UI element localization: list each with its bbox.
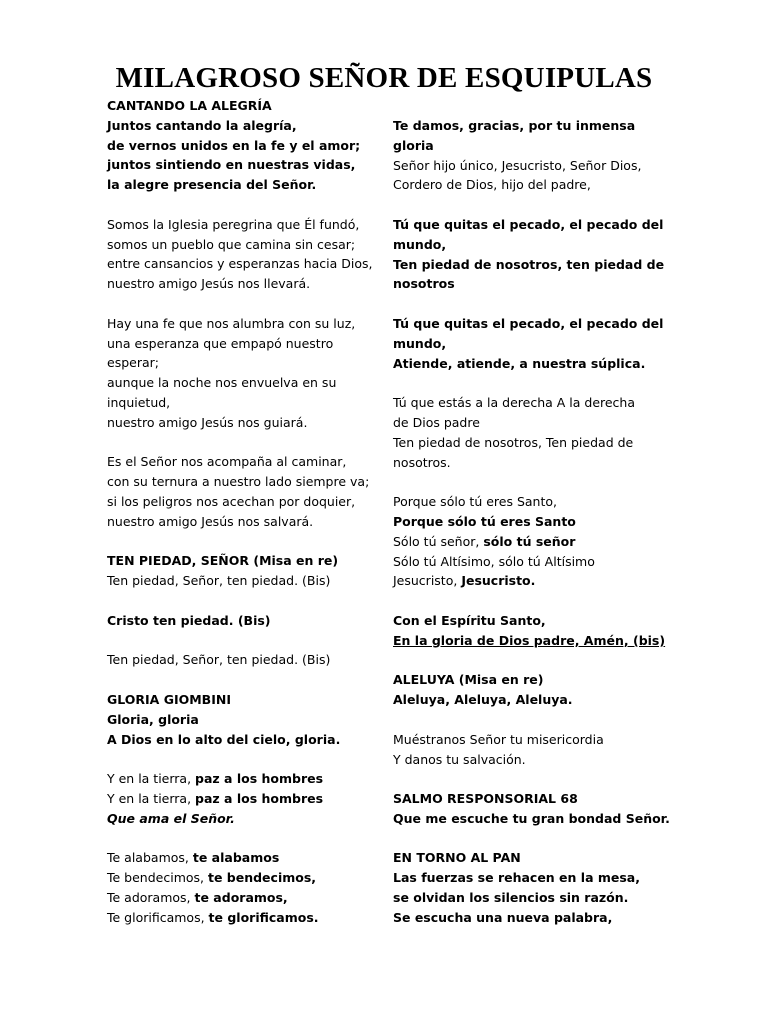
verse-line: Porque sólo tú eres Santo, [393,494,558,510]
verse-line: Señor hijo único, Jesucristo, Señor Dios, [393,157,642,173]
verse-call: Jesucristo, [393,573,462,589]
verse-line: Que me escuche tu gran bondad Señor. [393,810,670,826]
verse-line: Es el Señor nos acompaña al caminar, [107,454,347,470]
section-heading-ten-piedad: TEN PIEDAD, SEÑOR (Misa en re) [107,553,339,569]
verse-line [107,868,382,888]
verse-line: inquietud, [107,394,171,410]
verse-call: Te adoramos, [107,889,195,905]
verse-call: Te alabamos, [107,850,193,866]
verse-line: nuestro amigo Jesús nos llevará. [107,276,311,292]
verse-line [107,848,382,868]
verse-response: te glorificamos. [208,909,319,925]
verse-line: Ten piedad, Señor, ten piedad. (Bis) [107,573,331,589]
verse-line: nuestro amigo Jesús nos salvará. [107,513,314,529]
verse-call: Te glorificamos, [107,909,209,925]
section-heading-en-torno: EN TORNO AL PAN [393,850,521,866]
verse-line: juntos sintiendo en nuestras vidas, [107,157,356,173]
verse-line: Las fuerzas se rehacen en la mesa, [393,870,640,886]
verse-line: Tú que quitas el pecado, el pecado del [393,315,664,331]
verse-line: con su ternura a nuestro lado siempre va; [107,474,370,490]
verse-line: aunque la noche nos envuelva en su [107,375,337,391]
verse-line: Se escucha una nueva palabra, [393,909,613,925]
verse-line: Muéstranos Señor tu misericordia [393,731,604,747]
verse-line [393,532,668,552]
verse-line: esperar; [107,355,159,371]
verse-response: paz a los hombres [195,771,324,787]
verse-line: nosotros. [393,454,451,470]
verse-line: la alegre presencia del Señor. [107,177,317,193]
right-column [393,116,668,928]
page-title: MILAGROSO SEÑOR DE ESQUIPULAS [115,62,653,94]
verse-line: Ten piedad de nosotros, Ten piedad de [393,434,634,450]
verse-line: Que ama el Señor. [107,810,235,826]
verse-response: te bendecimos, [207,870,317,886]
verse-line: Cordero de Dios, hijo del padre, [393,177,591,193]
verse-response: te adoramos, [194,889,288,905]
verse-line: mundo, [393,335,447,351]
verse-line: de Dios padre [393,414,480,430]
section-heading-salmo: SALMO RESPONSORIAL 68 [393,791,578,807]
verse-response: te alabamos [192,850,280,866]
verse-call: Y en la tierra, [107,790,196,806]
verse-line: si los peligros nos acechan por doquier, [107,493,356,509]
verse-line: nuestro amigo Jesús nos guiará. [107,414,308,430]
verse-line: entre cansancios y esperanzas hacia Dios, [107,256,373,272]
section-heading-aleluya: ALELUYA (Misa en re) [393,672,544,688]
verse-line [107,789,382,809]
section-heading-cantando: CANTANDO LA ALEGRÍA [107,98,272,113]
verse-line: se olvidan los silencios sin razón. [393,890,629,906]
verse-line [107,888,382,908]
verse-response: sólo tú señor [483,533,576,549]
verse-line: Ten piedad, Señor, ten piedad. (Bis) [107,652,331,668]
verse-response: paz a los hombres [195,790,324,806]
verse-line: Tú que quitas el pecado, el pecado del [393,216,664,232]
verse-response: Jesucristo. [461,573,536,589]
verse-line: Aleluya, Aleluya, Aleluya. [393,692,573,708]
verse-line: Somos la Iglesia peregrina que Él fundó, [107,216,360,232]
verse-line: Gloria, gloria [107,711,199,727]
verse-line: de vernos unidos en la fe y el amor; [107,137,361,153]
verse-line: Atiende, atiende, a nuestra súplica. [393,355,646,371]
verse-line: En la gloria de Dios padre, Amén, (bis) [393,632,666,648]
verse-call: Y en la tierra, [107,771,196,787]
verse-line: nosotros [393,276,455,292]
verse-line: mundo, [393,236,447,252]
left-column [107,96,382,927]
verse-line [107,769,382,789]
verse-line: Te damos, gracias, por tu inmensa [393,118,636,133]
verse-line [393,571,668,591]
section-heading-gloria: GLORIA GIOMBINI [107,691,231,707]
verse-line: gloria [393,137,434,153]
verse-line: Con el Espíritu Santo, [393,612,546,628]
verse-line [107,908,382,928]
verse-line: A Dios en lo alto del cielo, gloria. [107,731,341,747]
verse-line: somos un pueblo que camina sin cesar; [107,236,356,252]
verse-call: Sólo tú señor, [393,533,484,549]
verse-line: Sólo tú Altísimo, sólo tú Altísimo [393,553,595,569]
verse-call: Te bendecimos, [107,870,208,886]
verse-line: Hay una fe que nos alumbra con su luz, [107,315,356,331]
verse-line: una esperanza que empapó nuestro [107,335,334,351]
verse-line: Ten piedad de nosotros, ten piedad de [393,256,665,272]
verse-line: Y danos tu salvación. [393,751,526,767]
verse-line: Porque sólo tú eres Santo [393,513,576,529]
verse-line: Tú que estás a la derecha A la derecha [393,395,636,411]
verse-line: Cristo ten piedad. (Bis) [107,612,271,628]
verse-line: Juntos cantando la alegría, [107,117,297,133]
